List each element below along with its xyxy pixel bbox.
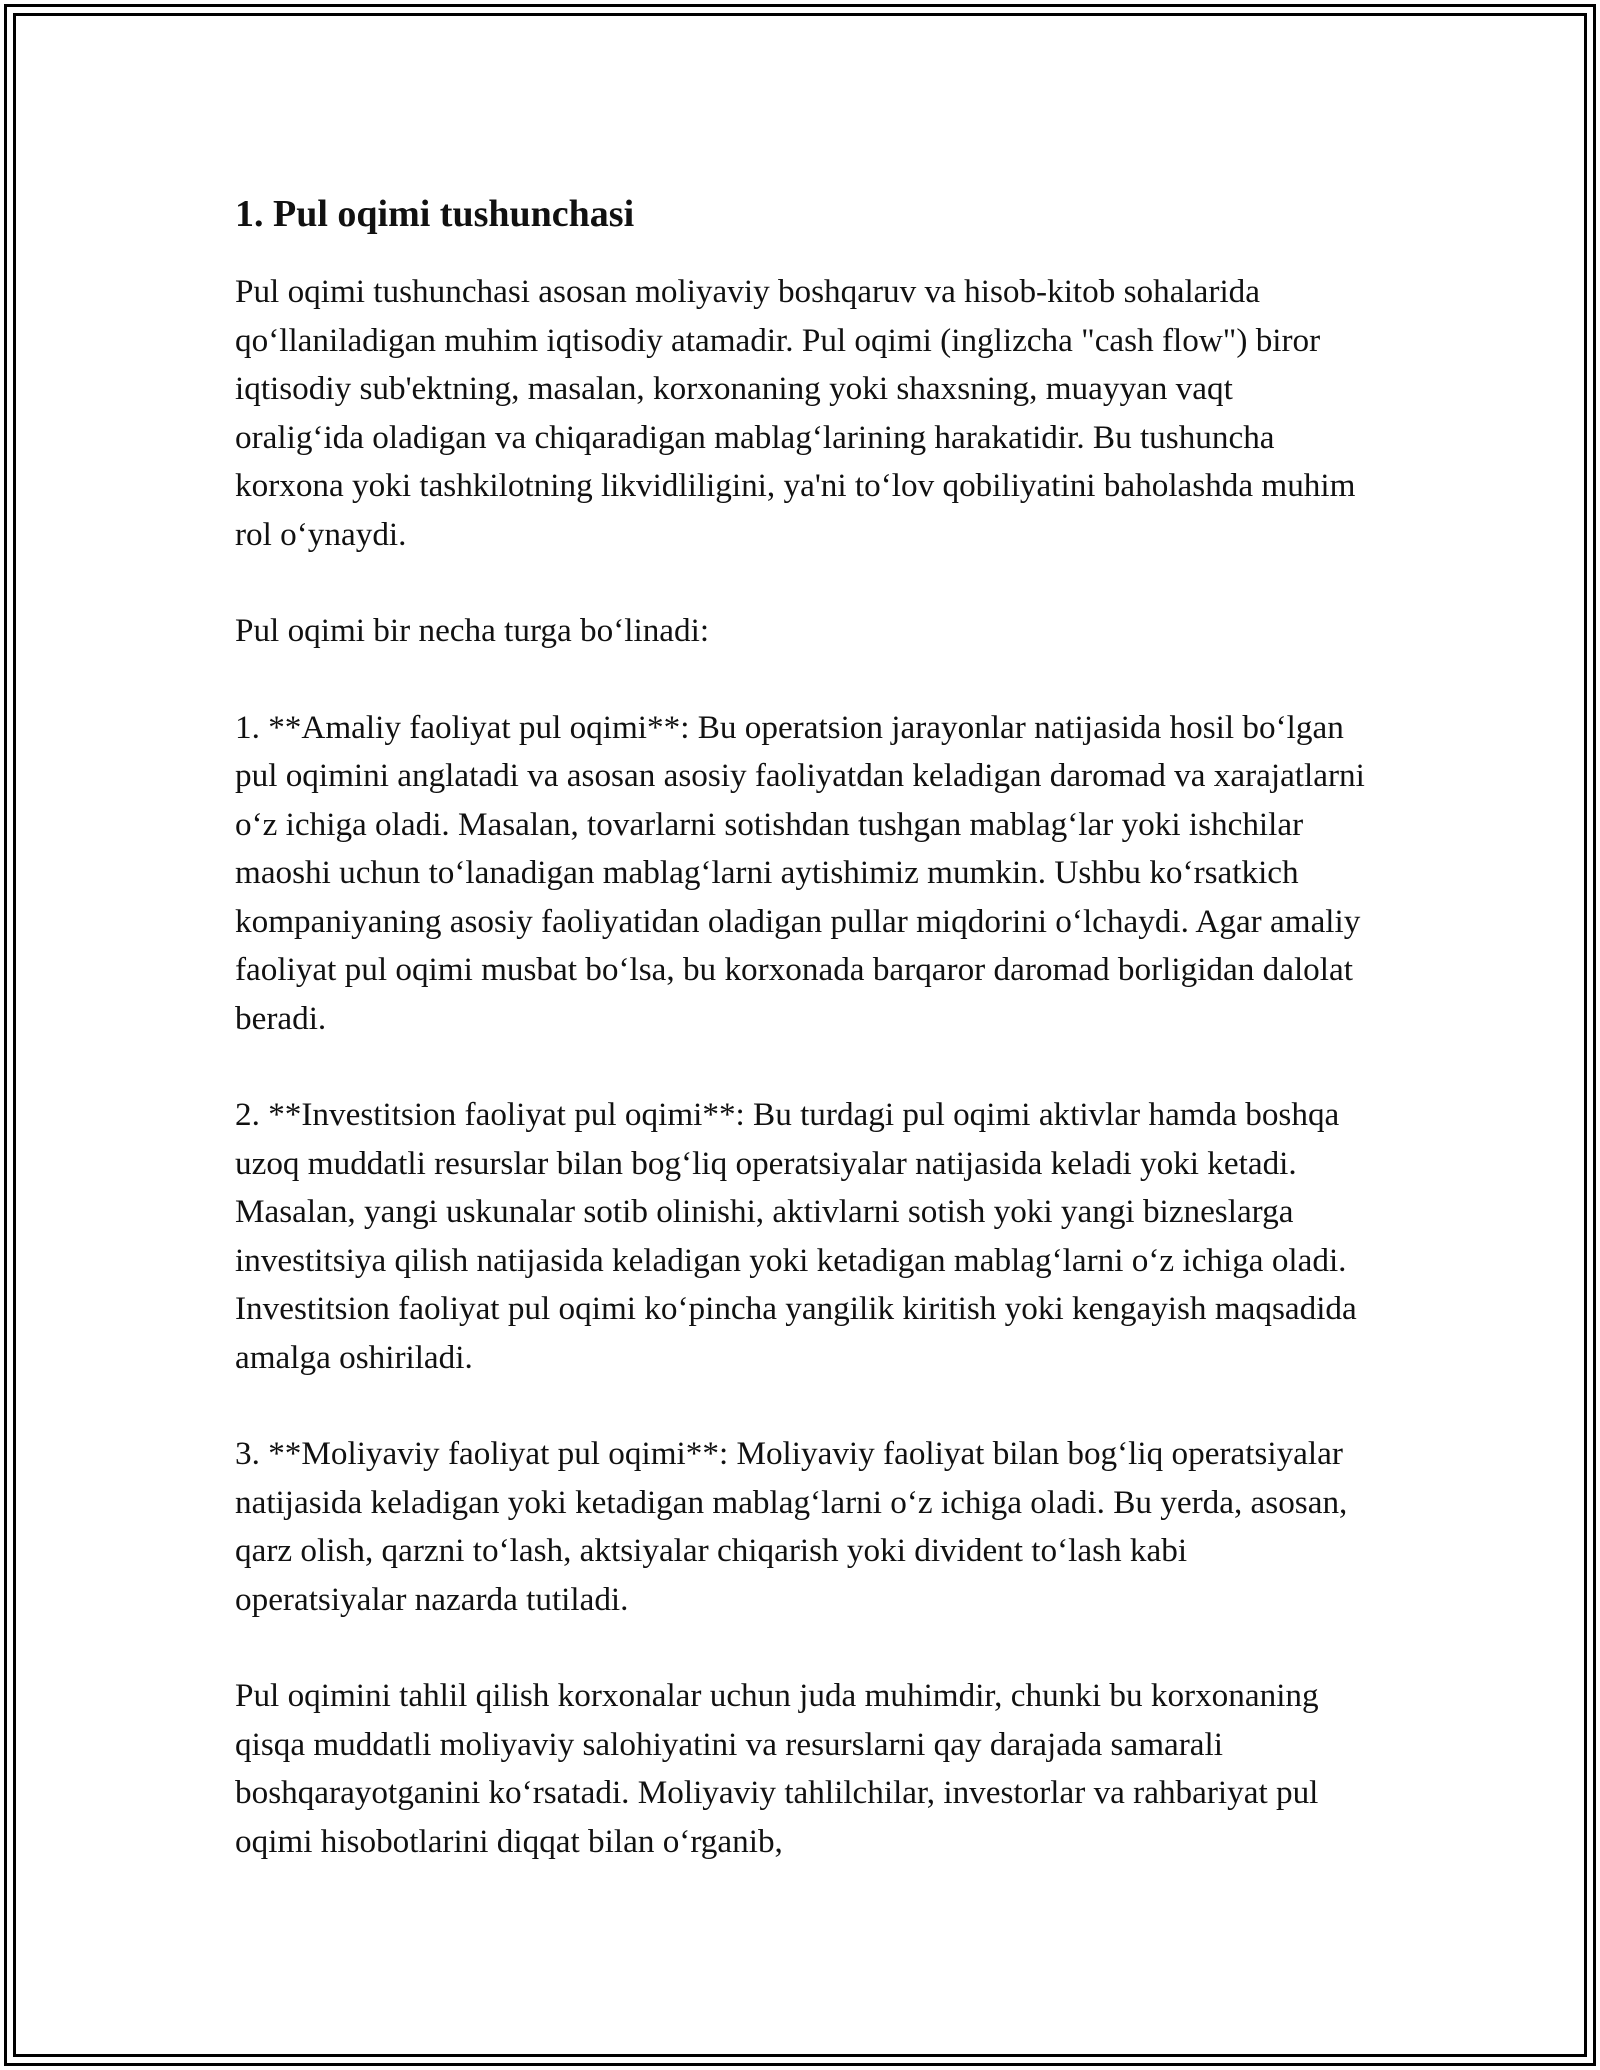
document-body (235, 186, 1365, 1914)
paragraph-types-intro: Pul oqimi bir necha turga bo‘linadi: (235, 612, 710, 649)
paragraph-analysis: Pul oqimini tahlil qilish korxonalar uchun juda muhimdir, chunki bu korxonaning qisqa muddatli moliyaviy salohiyatini va resurslarni qay darajada samarali boshqarayotganini ko‘rsatadi. Moliyaviy tahlilchilar, investorlar va rahbariyat pul oqimi hisobotlarini diqqat bilan o‘rganib, (235, 1677, 1319, 1860)
paragraph-investing-cash-flow: 2. **Investitsion faoliyat pul oqimi**: Bu turdagi pul oqimi aktivlar hamda boshqa uzoq muddatli resurslar bilan bog‘liq operatsiyalar natijasida keladi yoki ketadi. Masalan, yangi uskunalar sotib olinishi, aktivlarni sotish yoki yangi bizneslarga investitsiya qilish natijasida keladigan yoki ketadigan mablag‘larni o‘z ichiga oladi. Investitsion faoliyat pul oqimi ko‘pincha yangilik kiritish yoki kengayish maqsadida amalga oshiriladi. (235, 1096, 1357, 1376)
section-heading: 1. Pul oqimi tushunchasi (235, 193, 635, 235)
paragraph-intro: Pul oqimi tushunchasi asosan moliyaviy boshqaruv va hisob-kitob sohalarida qo‘llaniladigan muhim iqtisodiy atamadir. Pul oqimi (inglizcha "cash flow") biror iqtisodiy sub'ektning, masalan, korxonaning yoki shaxsning, muayyan vaqt oralig‘ida oladigan va chiqaradigan mablag‘larining harakatidir. Bu tushuncha korxona yoki tashkilotning likvidliligini, ya'ni to‘lov qobiliyatini baholashda muhim rol o‘ynaydi. (235, 273, 1356, 553)
paragraph-operating-cash-flow: 1. **Amaliy faoliyat pul oqimi**: Bu operatsion jarayonlar natijasida hosil bo‘lgan pul oqimini anglatadi va asosan asosiy faoliyatdan keladigan daromad va xarajatlarni o‘z ichiga oladi. Masalan, tovarlarni sotishdan tushgan mablag‘lar yoki ishchilar maoshi uchun to‘lanadigan mablag‘larni aytishimiz mumkin. Ushbu ko‘rsatkich kompaniyaning asosiy faoliyatidan oladigan pullar miqdorini o‘lchaydi. Agar amaliy faoliyat pul oqimi musbat bo‘lsa, bu korxonada barqaror daromad borligidan dalolat beradi. (235, 708, 1365, 1037)
paragraph-financing-cash-flow: 3. **Moliyaviy faoliyat pul oqimi**: Moliyaviy faoliyat bilan bog‘liq operatsiyalar natijasida keladigan yoki ketadigan mablag‘larni o‘z ichiga oladi. Bu yerda, asosan, qarz olish, qarzni to‘lash, aktsiyalar chiqarish yoki divident to‘lash kabi operatsiyalar nazarda tutiladi. (235, 1435, 1348, 1618)
